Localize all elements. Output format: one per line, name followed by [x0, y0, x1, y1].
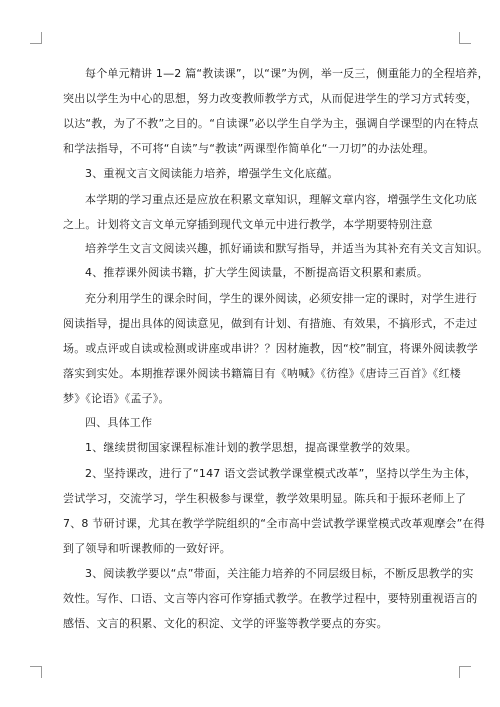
- text-line: 感悟、文言的积累、文化的积淀、文学的评鉴等教学要点的夯实。: [63, 617, 388, 630]
- text-line: 1、继续贯彻国家课程标准计划的教学思想，提高课堂教学的效果。: [85, 441, 417, 454]
- text-line: 场。或点评或自读或检测或讲座或串讲？？因材施教，因“校”制宜，将课外阅读教学: [63, 342, 478, 355]
- text-line: 3、阅读教学要以“点”带面，关注能力培养的不同层级目标，不断反思教学的实: [85, 567, 474, 580]
- crop-mark-bottom-left: [30, 666, 42, 678]
- text-line: 4、推荐课外阅读书籍，扩大学生阅读量，不断提高语文积累和素质。: [85, 266, 429, 279]
- text-line: 到了领导和听课教师的一致好评。: [63, 542, 231, 555]
- text-line: 阅读指导，提出具体的阅读意见，做到有计划、有措施、有效果，不搞形式，不走过: [63, 317, 478, 330]
- text-line: 7、8 节研讨课，尤其在教学学院组织的“全市高中尝试教学课堂模式改革观摩会”在得: [63, 517, 485, 530]
- text-line: 充分利用学生的课余时间，学生的课外阅读，必须安排一定的课时，对学生进行: [85, 292, 477, 305]
- text-line: 和学法指导，不可将“自读”与“教读”两课型作简单化“一刀切”的办法处理。: [63, 142, 435, 155]
- text-line: 梦》《论语》《孟子》。: [63, 392, 170, 405]
- crop-mark-top-right: [459, 32, 471, 44]
- text-line: 每个单元精讲 1—2 篇“教读课”，以“课”为例，举一反三，侧重能力的全程培养，: [85, 67, 489, 80]
- text-line: 落实到实处。本期推荐课外阅读书籍篇目有《呐喊》《彷徨》《唐诗三百首》《红楼: [63, 367, 461, 380]
- text-line: 本学期的学习重点还是应放在积累文章知识，理解文章内容，增强学生文化功底: [85, 193, 477, 206]
- text-line: 四、具体工作: [85, 416, 153, 429]
- document-body: [63, 67, 489, 631]
- crop-mark-bottom-right: [459, 666, 471, 678]
- text-line: 3、重视文言文阅读能力培养，增强学生文化底蕴。: [85, 167, 339, 180]
- text-line: 尝试学习，交流学习，学生积极参与课堂，教学效果明显。陈兵和于振环老师上了: [63, 492, 467, 505]
- text-line: 突出以学生为中心的思想，努力改变教师教学方式，从而促进学生的学习方式转变，: [63, 92, 478, 105]
- crop-mark-top-left: [30, 32, 42, 44]
- text-line: 2、坚持课改，进行了“147 语文尝试教学课堂模式改革”，坚持以学生为主体，: [85, 467, 477, 480]
- text-line: 效性。写作、口语、文言等内容可作穿插式教学。在教学过程中，要特别重视语言的: [63, 592, 478, 605]
- text-line: 之上。计划将文言文单元穿插到现代文单元中进行教学，本学期要特别注意: [63, 218, 433, 231]
- text-line: 以达“教，为了不教”之目的。“自读课”必以学生自学为主，强调自学课型的内在特点: [63, 117, 479, 130]
- text-line: 培养学生文言文阅读兴趣，抓好诵读和默写指导，并适当为其补充有关文言知识。: [85, 242, 489, 255]
